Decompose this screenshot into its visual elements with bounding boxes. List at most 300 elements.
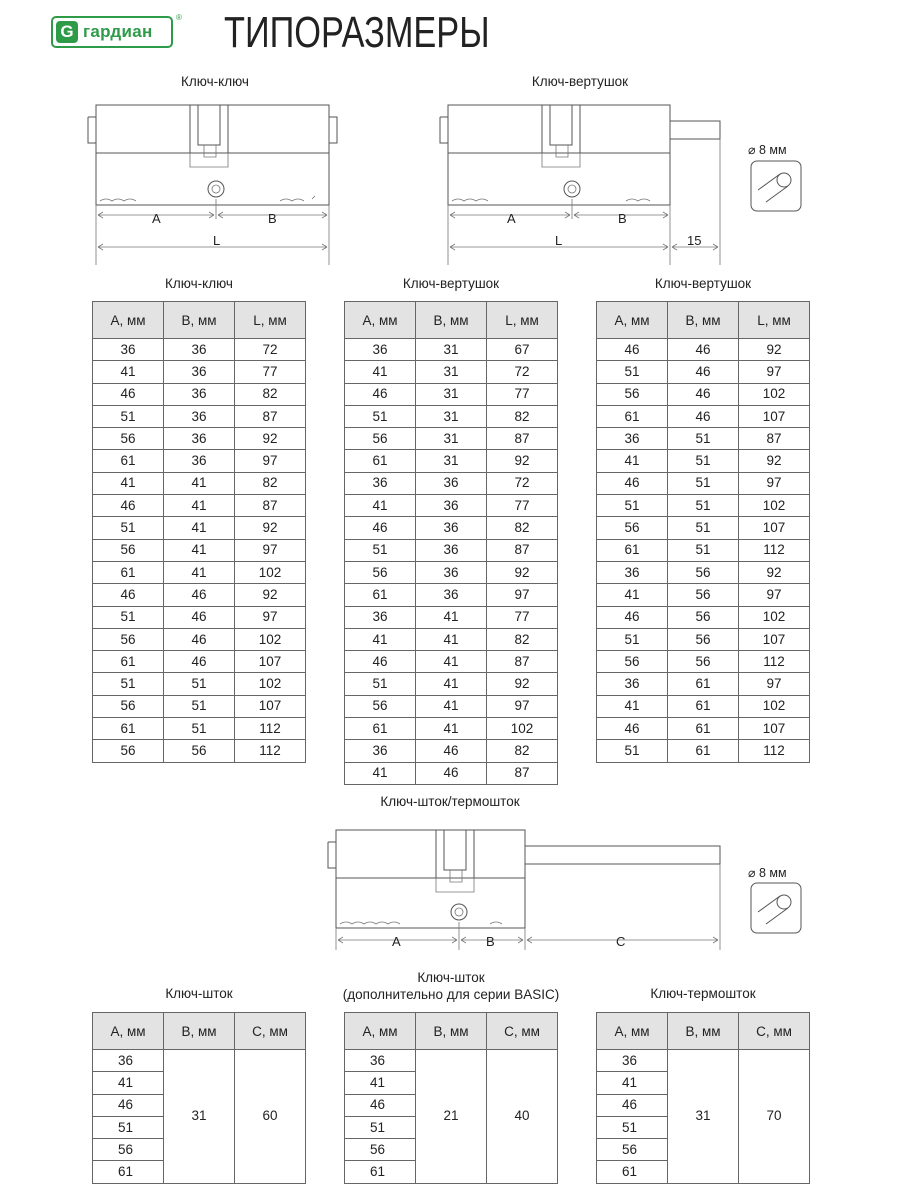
table-key-rod-basic-title-2: (дополнительно для серии BASIC) [342,987,560,1002]
table-row [597,718,810,740]
table-cell: 46 [597,718,668,740]
table-cell: 51 [597,361,668,383]
table-cell: 41 [93,472,164,494]
merged-cell-b: 31 [164,1050,235,1184]
merged-cell-b: 31 [668,1050,739,1184]
table-row [93,495,306,517]
table-key-thumb-2 [596,301,810,763]
table-key-thermo-rod-title: Ключ-термошток [650,986,756,1001]
table-cell: 36 [164,383,235,405]
table-cell: 92 [235,517,306,539]
page-title: ТИПОРАЗМЕРЫ [224,8,490,57]
table-cell: 77 [235,361,306,383]
table-cell: 41 [164,539,235,561]
table-cell: 82 [235,383,306,405]
table-cell: 61 [93,718,164,740]
table-cell: 61 [597,539,668,561]
table-row [93,606,306,628]
table-row [345,517,558,539]
table-cell: 36 [93,1050,164,1072]
merged-cell-b: 21 [416,1050,487,1184]
table-row [345,561,558,583]
table-cell: 51 [668,472,739,494]
table-key-thumb-2-title: Ключ-вертушок [654,276,752,291]
table-row [345,539,558,561]
table-cell: 82 [487,405,558,427]
table-cell: 46 [93,1094,164,1116]
table-cell: 87 [235,495,306,517]
table-cell: 46 [597,339,668,361]
table-row [345,740,558,762]
dim-l-label: L [213,233,221,248]
table-cell: 41 [416,673,487,695]
table-cell: 56 [93,628,164,650]
column-header: C, мм [487,1013,558,1050]
table-body [345,1050,558,1184]
logo-mark: G [56,21,78,43]
table-row [93,383,306,405]
table-cell: 61 [345,584,416,606]
table-cell: 97 [235,450,306,472]
table-cell: 46 [345,651,416,673]
key-key-cylinder-diagram [80,95,350,265]
table-cell: 36 [345,472,416,494]
table-cell: 107 [739,517,810,539]
merged-cell-c: 70 [739,1050,810,1184]
merged-cell-c: 40 [487,1050,558,1184]
table-cell: 82 [487,628,558,650]
table-cell: 61 [668,740,739,762]
table-row [345,472,558,494]
table-cell: 72 [487,472,558,494]
table-body [597,339,810,763]
table-cell: 61 [93,450,164,472]
table-cell: 56 [668,651,739,673]
table-cell: 51 [93,606,164,628]
table-cell: 56 [597,383,668,405]
table-cell: 41 [93,361,164,383]
table-cell: 36 [345,1050,416,1072]
table-key-key [92,301,306,763]
table-cell: 51 [668,517,739,539]
table-cell: 87 [235,405,306,427]
table-cell: 82 [235,472,306,494]
table-row [597,472,810,494]
table-key-rod-title: Ключ-шток [165,986,233,1001]
table-cell: 56 [345,428,416,450]
table-cell: 61 [597,1161,668,1183]
table-row [93,651,306,673]
column-header: B, мм [416,1013,487,1050]
table-row [597,428,810,450]
dim-a-label: A [392,934,401,949]
table-row [345,718,558,740]
table-cell: 102 [235,628,306,650]
table-body [93,339,306,763]
table-cell: 102 [739,606,810,628]
table-row [345,495,558,517]
table-cell: 61 [345,718,416,740]
table-cell: 56 [93,539,164,561]
table-cell: 56 [345,561,416,583]
table-row [345,383,558,405]
rod-section-icon-bottom [750,882,802,934]
table-row [93,584,306,606]
table-cell: 46 [668,339,739,361]
table-cell: 51 [668,450,739,472]
table-cell: 41 [164,561,235,583]
table-cell: 92 [487,673,558,695]
table-cell: 31 [416,339,487,361]
table-cell: 36 [416,517,487,539]
table-row [345,361,558,383]
table-cell: 102 [235,673,306,695]
table-cell: 46 [345,1094,416,1116]
table-cell: 77 [487,606,558,628]
table-cell: 112 [739,651,810,673]
table-cell: 61 [345,1161,416,1183]
table-cell: 51 [345,539,416,561]
table-cell: 61 [668,673,739,695]
table-row [345,673,558,695]
table-cell: 51 [597,495,668,517]
table-cell: 46 [668,383,739,405]
table-cell: 56 [93,428,164,450]
table-cell: 72 [487,361,558,383]
table-cell: 41 [416,651,487,673]
table-cell: 46 [93,584,164,606]
table-cell: 51 [164,695,235,717]
logo-frame [51,16,173,48]
column-header: C, мм [739,1013,810,1050]
table-row [93,428,306,450]
rod-section-icon-top [750,160,802,212]
table-row [345,584,558,606]
column-header: B, мм [416,302,487,339]
table-row [597,606,810,628]
table-cell: 46 [416,740,487,762]
dim-c-label: C [616,934,626,949]
table-cell: 56 [345,695,416,717]
table-row [345,628,558,650]
table-key-thumb [344,301,558,785]
table-cell: 112 [739,539,810,561]
table-row [93,517,306,539]
rod-diameter-label-top: ⌀ 8 мм [748,143,787,157]
table-cell: 36 [164,428,235,450]
table-cell: 56 [668,561,739,583]
diagram-key-thumb-title: Ключ-вертушок [531,74,629,89]
table-cell: 36 [597,1050,668,1072]
table-cell: 41 [416,695,487,717]
table-cell: 102 [487,718,558,740]
table-cell: 87 [487,762,558,784]
table-cell: 92 [235,584,306,606]
table-row [597,1050,810,1072]
table-cell: 36 [164,339,235,361]
table-cell: 51 [93,673,164,695]
table-cell: 107 [739,718,810,740]
table-row [597,695,810,717]
table-cell: 61 [93,1161,164,1183]
table-cell: 97 [739,673,810,695]
table-cell: 41 [597,584,668,606]
table-cell: 112 [739,740,810,762]
table-cell: 92 [487,450,558,472]
table-cell: 51 [668,495,739,517]
table-cell: 36 [345,339,416,361]
table-cell: 56 [597,1139,668,1161]
table-body [597,1050,810,1184]
table-row [93,339,306,361]
table-row [597,450,810,472]
table-key-rod [92,1012,306,1184]
table-cell: 46 [93,383,164,405]
table-row [345,339,558,361]
table-cell: 46 [164,584,235,606]
table-cell: 51 [597,740,668,762]
table-row [93,561,306,583]
table-row [597,673,810,695]
dim-b-label: B [486,934,495,949]
table-cell: 46 [597,606,668,628]
table-cell: 102 [739,695,810,717]
table-cell: 36 [597,561,668,583]
column-header: A, мм [345,1013,416,1050]
table-row [93,695,306,717]
dim-b-label: B [618,211,627,226]
table-key-key-title: Ключ-ключ [165,276,233,291]
table-cell: 46 [345,517,416,539]
table-cell: 46 [597,472,668,494]
table-cell: 56 [668,584,739,606]
diagram-key-rod-title: Ключ-шток/термошток [380,794,520,809]
table-cell: 77 [487,383,558,405]
table-cell: 41 [164,472,235,494]
table-cell: 97 [739,361,810,383]
table-cell: 36 [416,539,487,561]
table-cell: 36 [164,405,235,427]
table-cell: 41 [93,1072,164,1094]
table-cell: 41 [416,628,487,650]
table-cell: 36 [345,606,416,628]
table-cell: 31 [416,361,487,383]
column-header: A, мм [597,302,668,339]
table-key-rod-basic [344,1012,558,1184]
table-row [597,495,810,517]
table-cell: 36 [93,339,164,361]
table-row [597,405,810,427]
table-cell: 97 [235,539,306,561]
table-row [597,383,810,405]
table-row [93,628,306,650]
table-cell: 51 [93,517,164,539]
table-cell: 51 [345,405,416,427]
table-cell: 82 [487,740,558,762]
table-cell: 107 [235,651,306,673]
table-cell: 46 [668,405,739,427]
table-cell: 51 [164,673,235,695]
table-cell: 67 [487,339,558,361]
table-cell: 107 [235,695,306,717]
table-cell: 61 [345,450,416,472]
table-cell: 56 [345,1139,416,1161]
dim-a-label: A [507,211,516,226]
column-header: A, мм [345,302,416,339]
table-cell: 51 [93,405,164,427]
table-row [597,561,810,583]
key-thumb-cylinder-diagram [432,95,752,265]
table-cell: 46 [164,651,235,673]
table-cell: 112 [235,718,306,740]
table-row [597,584,810,606]
table-cell: 77 [487,495,558,517]
table-cell: 41 [416,606,487,628]
table-cell: 61 [93,651,164,673]
table-cell: 92 [739,339,810,361]
table-cell: 51 [93,1116,164,1138]
table-key-rod-basic-title-1: Ключ-шток [417,970,485,985]
table-cell: 56 [93,1139,164,1161]
diagram-key-key-title: Ключ-ключ [181,74,249,89]
table-cell: 41 [164,517,235,539]
table-row [93,539,306,561]
table-row [93,361,306,383]
table-key-thermo-rod [596,1012,810,1184]
table-row [345,695,558,717]
table-cell: 41 [345,762,416,784]
table-cell: 56 [93,740,164,762]
table-row [597,361,810,383]
table-cell: 97 [739,472,810,494]
table-row [597,339,810,361]
table-cell: 41 [597,695,668,717]
table-cell: 107 [739,405,810,427]
table-cell: 36 [416,495,487,517]
table-row [93,450,306,472]
logo-text: гардиан [83,22,153,41]
table-cell: 46 [597,1094,668,1116]
table-cell: 51 [597,628,668,650]
table-cell: 31 [416,428,487,450]
table-cell: 112 [235,740,306,762]
table-row [597,517,810,539]
table-cell: 56 [597,517,668,539]
table-cell: 36 [164,450,235,472]
column-header: B, мм [164,302,235,339]
table-body [345,339,558,785]
table-cell: 41 [597,1072,668,1094]
table-cell: 61 [668,695,739,717]
table-row [345,606,558,628]
table-cell: 41 [164,495,235,517]
dim-b-label: B [268,211,277,226]
table-cell: 36 [416,561,487,583]
table-row [93,472,306,494]
table-cell: 92 [487,561,558,583]
table-cell: 97 [487,695,558,717]
table-row [597,651,810,673]
table-cell: 82 [487,517,558,539]
table-cell: 61 [93,561,164,583]
table-cell: 46 [164,628,235,650]
table-cell: 31 [416,405,487,427]
registered-mark: ® [176,13,182,22]
table-body [93,1050,306,1184]
table-cell: 41 [345,361,416,383]
table-row [93,718,306,740]
table-cell: 51 [345,1116,416,1138]
table-row [345,651,558,673]
table-row [597,740,810,762]
table-cell: 87 [487,539,558,561]
table-cell: 36 [416,584,487,606]
table-cell: 41 [345,628,416,650]
table-row [345,450,558,472]
table-cell: 46 [164,606,235,628]
table-row [93,740,306,762]
table-cell: 102 [739,383,810,405]
table-cell: 31 [416,450,487,472]
column-header: L, мм [739,302,810,339]
table-row [345,405,558,427]
table-cell: 56 [668,628,739,650]
table-cell: 61 [668,718,739,740]
table-cell: 102 [739,495,810,517]
table-cell: 46 [345,383,416,405]
dim-extension-label: 15 [687,233,702,248]
column-header: L, мм [235,302,306,339]
column-header: A, мм [93,1013,164,1050]
table-cell: 41 [597,450,668,472]
table-row [93,673,306,695]
table-cell: 36 [597,428,668,450]
column-header: B, мм [164,1013,235,1050]
table-cell: 92 [739,450,810,472]
brand-logo [51,16,177,48]
dim-l-label: L [555,233,563,248]
table-cell: 97 [739,584,810,606]
table-cell: 51 [668,539,739,561]
table-cell: 46 [93,495,164,517]
table-cell: 41 [345,1072,416,1094]
column-header: B, мм [668,302,739,339]
table-cell: 51 [164,718,235,740]
table-row [597,539,810,561]
table-row [345,428,558,450]
table-cell: 36 [164,361,235,383]
table-cell: 41 [345,495,416,517]
table-key-thumb-title: Ключ-вертушок [402,276,500,291]
table-cell: 41 [416,718,487,740]
column-header: A, мм [93,302,164,339]
table-row [597,628,810,650]
table-cell: 51 [668,428,739,450]
table-cell: 46 [668,361,739,383]
table-row [345,1050,558,1072]
table-row [345,762,558,784]
table-cell: 107 [739,628,810,650]
table-cell: 51 [345,673,416,695]
table-cell: 36 [416,472,487,494]
table-cell: 56 [597,651,668,673]
dim-a-label: A [152,211,161,226]
merged-cell-c: 60 [235,1050,306,1184]
table-row [93,405,306,427]
table-cell: 72 [235,339,306,361]
table-cell: 97 [487,584,558,606]
table-cell: 51 [597,1116,668,1138]
